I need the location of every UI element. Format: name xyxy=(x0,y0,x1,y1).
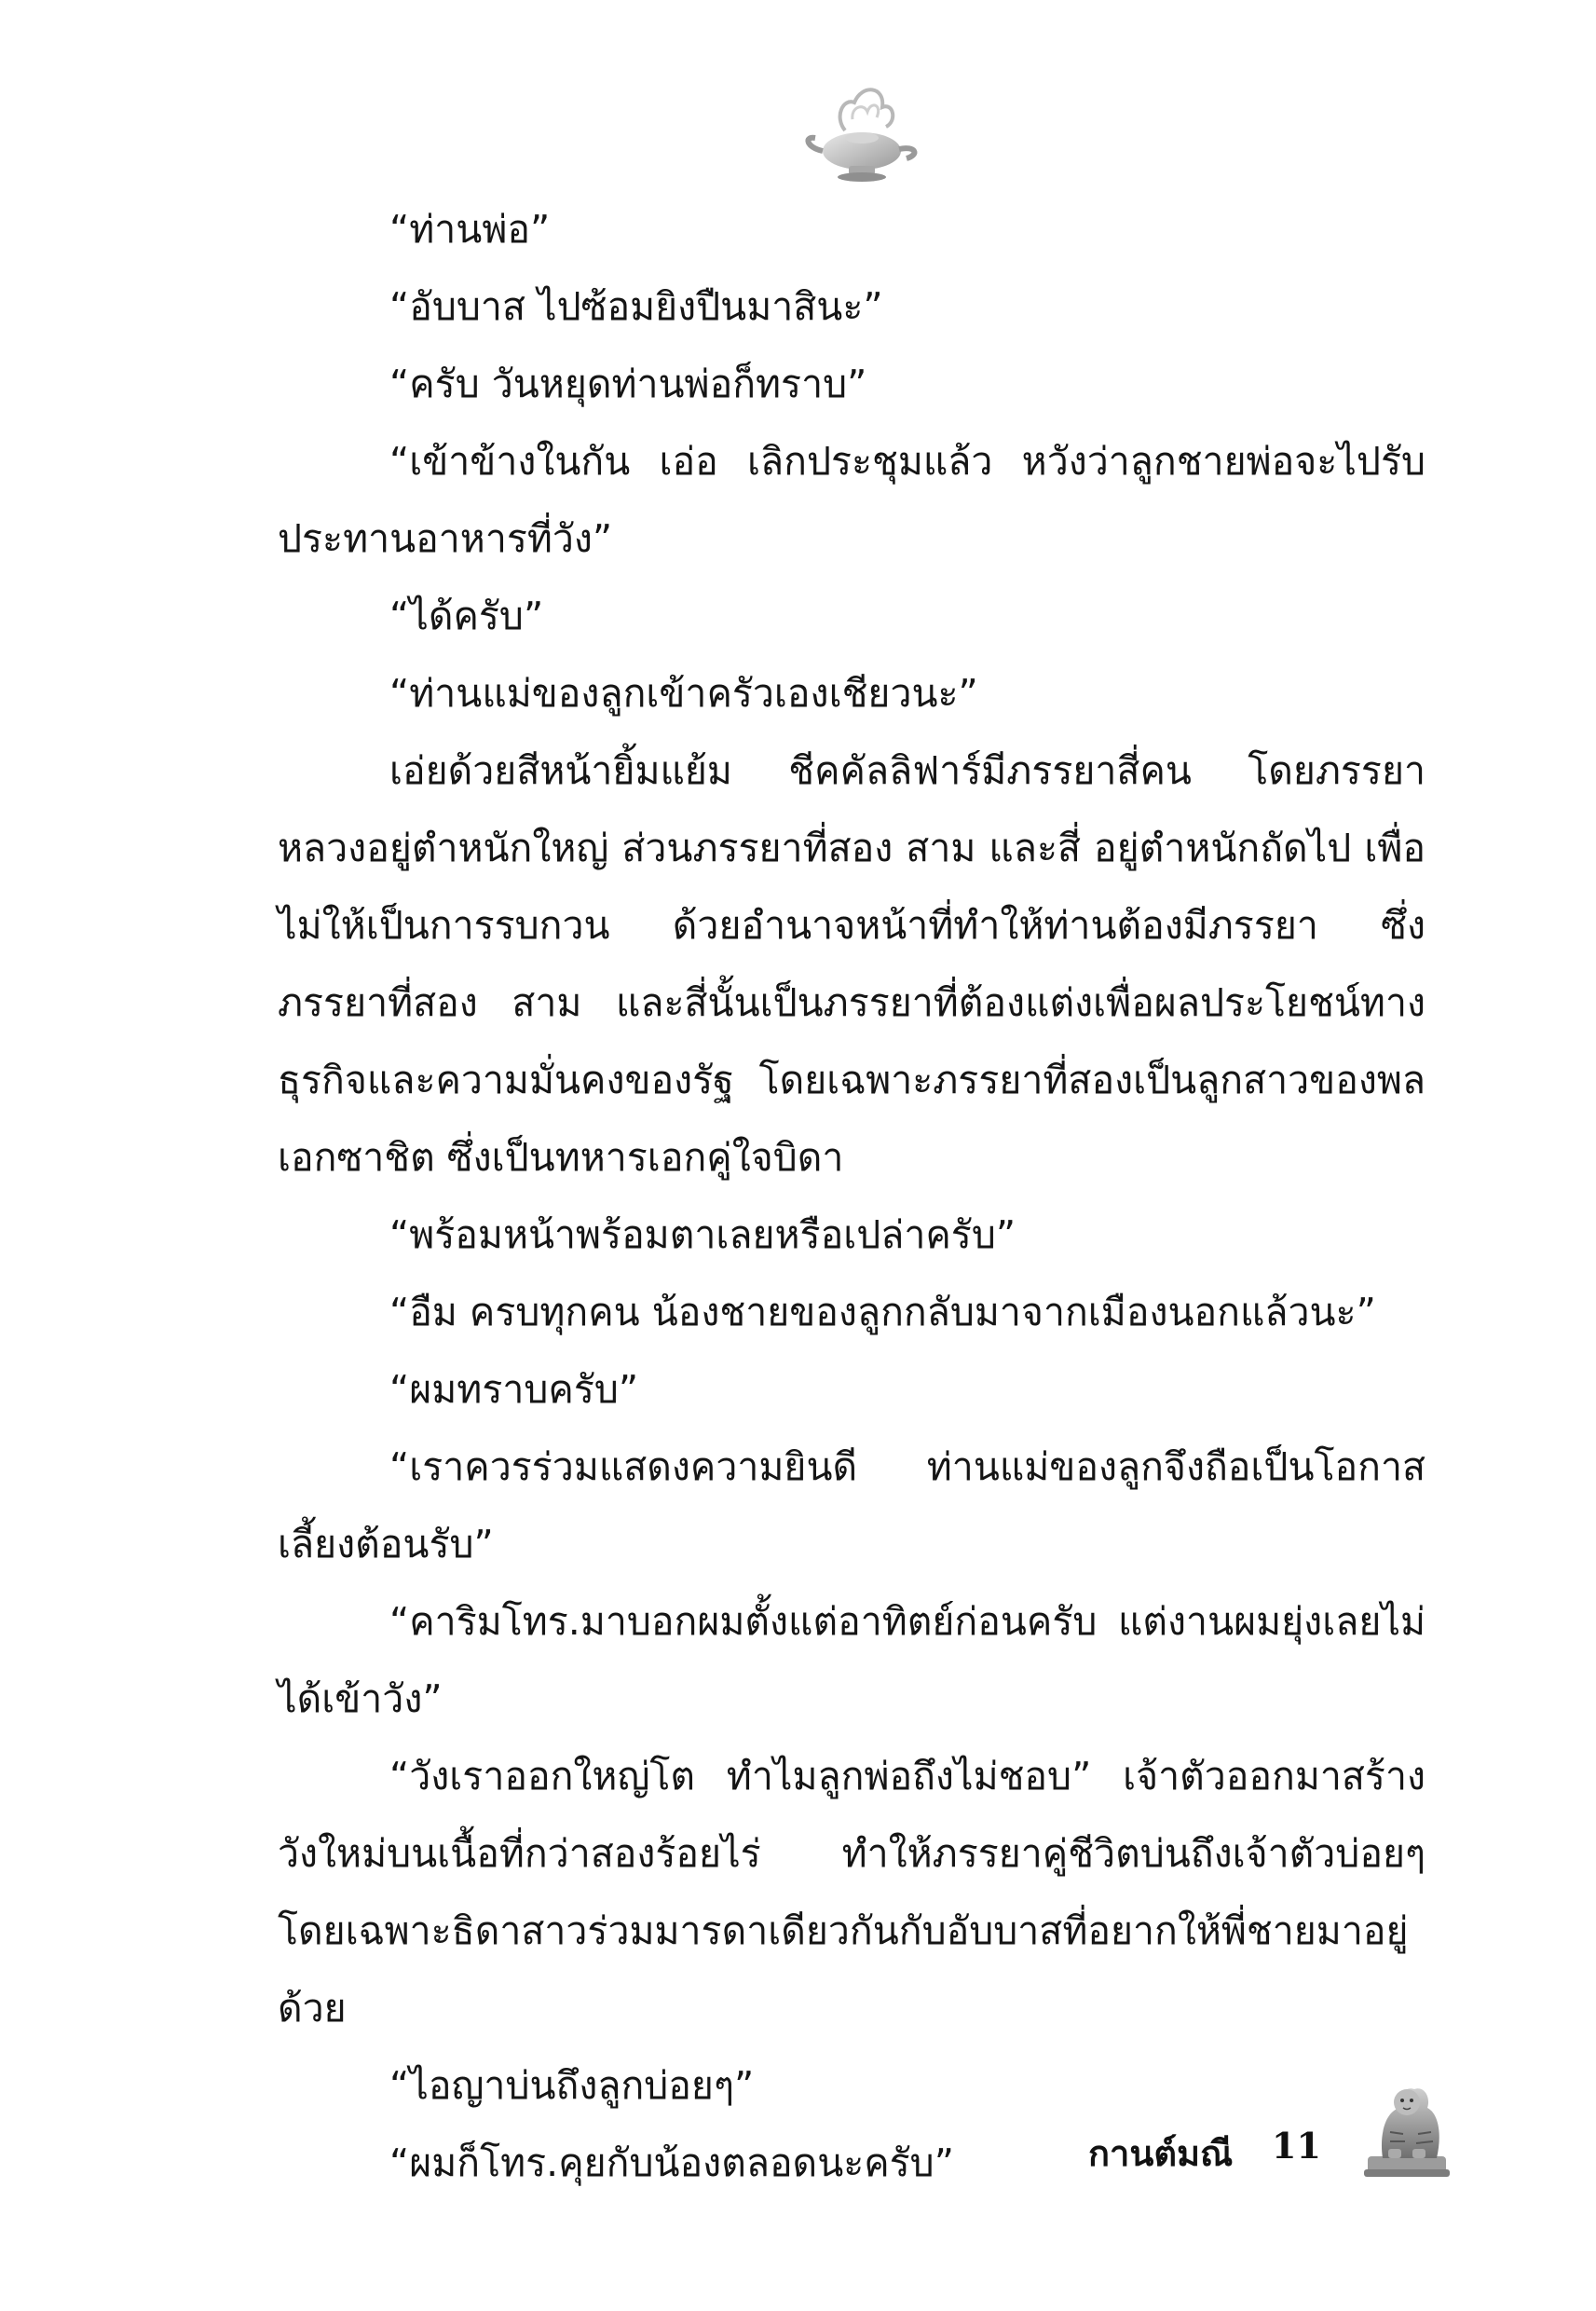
page-number: 11 xyxy=(1272,2125,1321,2167)
paragraph: “วังเราออกใหญ่โต ทำไมลูกพ่อถึงไม่ชอบ” เจ้าตัวออกมาสร้างวังใหม่บนเนื้อที่กว่าสองร้อยไร่ ทำให้ภรรยาคู่ชีวิตบ่นถึงเจ้าตัวบ่อยๆ โดยเฉพาะธิดาสาวร่วมมารดาเดียวกันกับอับบาสที่อยากให้พี่ชายมาอยู่ด้วย xyxy=(278,1754,1425,2031)
paragraph: “ผมก็โทร.คุยกับน้องตลอดนะครับ” xyxy=(389,2140,954,2185)
paragraph: “อับบาส ไปซ้อมยิงปืนมาสินะ” xyxy=(389,284,883,329)
genie-lamp-icon xyxy=(797,65,927,196)
paragraph: “อืม ครบทุกคน น้องชายของลูกกลับมาจากเมืองนอกแล้วนะ” xyxy=(389,1290,1376,1334)
paragraph: “ผมทราบครับ” xyxy=(389,1367,639,1412)
footer-book-title: กานต์มณี xyxy=(1088,2132,1234,2174)
paragraph: “ได้ครับ” xyxy=(389,594,544,638)
paragraph: “ท่านแม่ของลูกเข้าครัวเองเชียวนะ” xyxy=(389,671,978,716)
paragraph: “พร้อมหน้าพร้อมตาเลยหรือเปล่าครับ” xyxy=(389,1212,1016,1257)
paragraph: “เราควรร่วมแสดงความยินดี ท่านแม่ของลูกจึงถือเป็นโอกาสเลี้ยงต้อนรับ” xyxy=(278,1444,1425,1566)
paragraph: “ไอญาบ่นถึงลูกบ่อยๆ” xyxy=(389,2063,755,2108)
paragraph: “ท่านพ่อ” xyxy=(389,207,551,252)
paragraph: เอ่ยด้วยสีหน้ายิ้มแย้ม ชีคคัลลิฟาร์มีภรรยาสี่คน โดยภรรยาหลวงอยู่ตำหนักใหญ่ ส่วนภรรยาที่สอง สาม และสี่ อยู่ตำหนักถัดไป เพื่อไม่ให้เป็นการรบกวน ด้วยอำนาจหน้าที่ทำให้ท่านต้องมีภรรยา ซึ่งภรรยาที่สอง สาม และสี่นั้นเป็นภรรยาที่ต้องแต่งเพื่อผลประโยชน์ทางธุรกิจและความมั่นคงของรัฐ โดยเฉพาะภรรยาที่สองเป็นลูกสาวของพลเอกซาชิต ซึ่งเป็นทหารเอกคู่ใจบิดา xyxy=(278,748,1425,1180)
paragraph: “ครับ วันหยุดท่านพ่อก็ทราบ” xyxy=(389,362,867,406)
paragraph: “คาริมโทร.มาบอกผมตั้งแต่อาทิตย์ก่อนครับ แต่งานผมยุ่งเลยไม่ได้เข้าวัง” xyxy=(278,1599,1425,1721)
body-text xyxy=(278,191,1425,2202)
tiger-statue-icon xyxy=(1362,2076,1451,2179)
paragraph: “เข้าข้างในกัน เอ่อ เลิกประชุมแล้ว หวังว่าลูกชายพ่อจะไปรับประทานอาหารที่วัง” xyxy=(278,439,1425,561)
